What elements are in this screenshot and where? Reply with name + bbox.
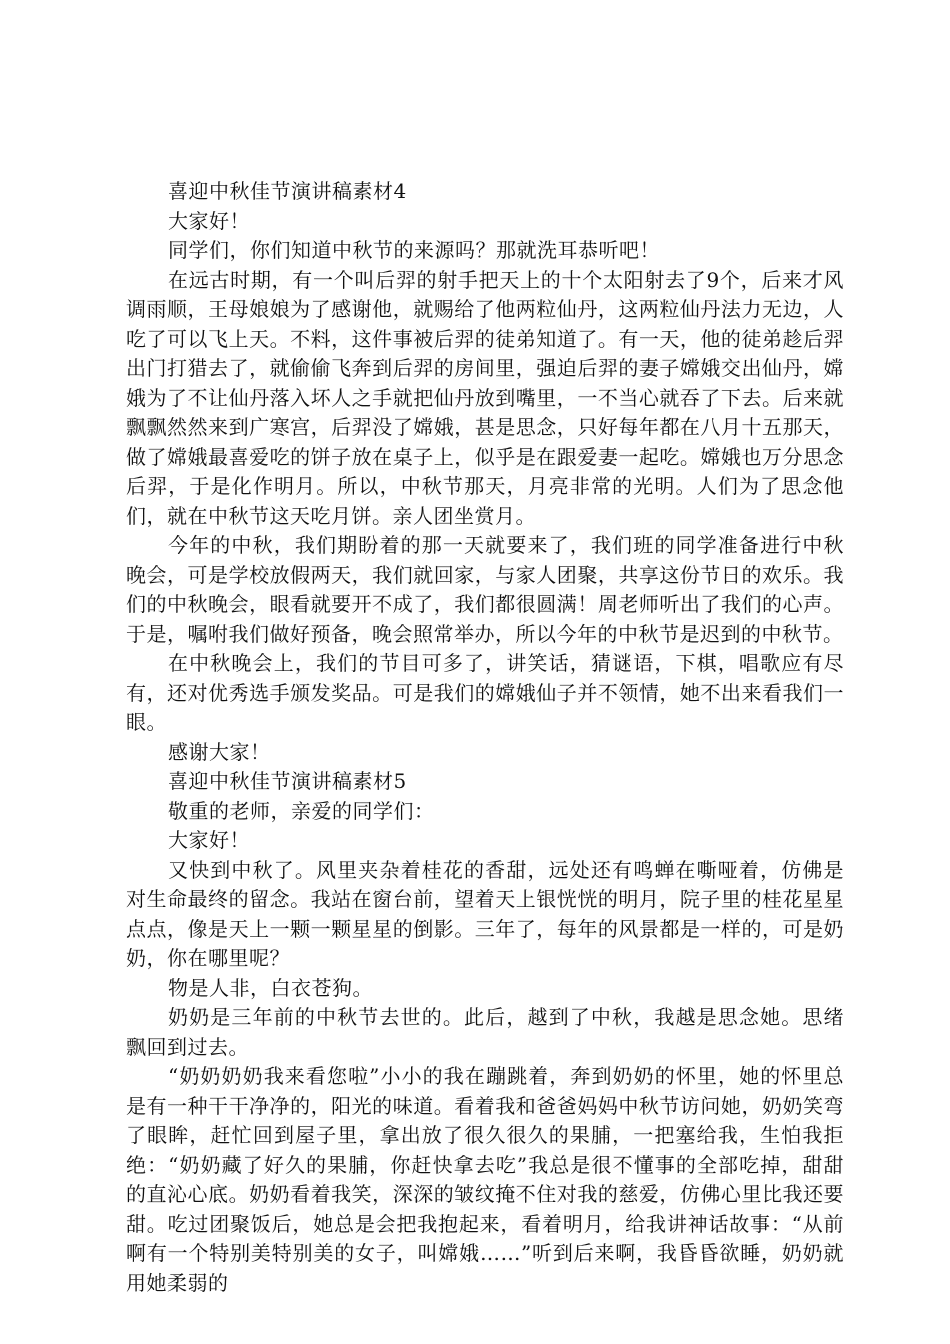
paragraph: “奶奶奶奶我来看您啦”小小的我在蹦跳着，奔到奶奶的怀里，她的怀里总是有一种干干净净的，阳光的味道。看着我和爸爸妈妈中秋节访问她，奶奶笑弯了眼眸，赶忙回到屋子里，拿出放了很久很久的果脯，一把塞给我，生怕我拒绝：“奶奶藏了好久的果脯，你赶快拿去吃”我总是很不懂事的全部吃掉，甜甜的直沁心底。奶奶看着我笑，深深的皱纹掩不住对我的慈爱，仿佛心里比我还要甜。吃过团聚饭后，她总是会把我抱起来，看着明月，给我讲神话故事：“从前啊有一个特别美特别美的女子，叫嫦娥……”听到后来啊，我昏昏欲睡，奶奶就用她柔弱的: [126, 1064, 844, 1295]
document-body: [126, 177, 844, 1298]
paragraph: 奶奶是三年前的中秋节去世的。此后，越到了中秋，我越是思念她。思绪飘回到过去。: [126, 1005, 844, 1059]
paragraph: 在远古时期，有一个叫后羿的射手把天上的十个太阳射去了9个，后来才风调雨顺，王母娘娘为了感谢他，就赐给了他两粒仙丹，这两粒仙丹法力无边，人吃了可以飞上天。不料，这件事被后羿的徒弟知道了。有一天，他的徒弟趁后羿出门打猎去了，就偷偷飞奔到后羿的房间里，强迫后羿的妻子嫦娥交出仙丹，嫦娥为了不让仙丹落入坏人之手就把仙丹放到嘴里，一不当心就吞了下去。后来就飘飘然然来到广寒宫，后羿没了嫦娥，甚是思念，只好每年都在八月十五那天，做了嫦娥最喜爱吃的饼子放在桌子上，似乎是在跟爱妻一起吃。嫦娥也万分思念后羿，于是化作明月。所以，中秋节那天，月亮非常的光明。人们为了思念他们，就在中秋节这天吃月饼。亲人团坐赏月。: [126, 267, 844, 528]
paragraph: 今年的中秋，我们期盼着的那一天就要来了，我们班的同学准备进行中秋晚会，可是学校放假两天，我们就回家，与家人团聚，共享这份节日的欢乐。我们的中秋晚会，眼看就要开不成了，我们都很圆满！周老师听出了我们的心声。于是，嘱咐我们做好预备，晚会照常举办，所以今年的中秋节是迟到的中秋节。: [126, 533, 844, 646]
paragraph: 在中秋晚会上，我们的节目可多了，讲笑话，猜谜语，下棋，唱歌应有尽有，还对优秀选手颁发奖品。可是我们的嫦娥仙子并不领情，她不出来看我们一眼。: [126, 651, 844, 734]
paragraph: 同学们，你们知道中秋节的来源吗？那就洗耳恭听吧！: [168, 238, 660, 262]
paragraph: 物是人非，白衣苍狗。: [168, 975, 373, 1000]
section-title: 喜迎中秋佳节演讲稿素材5: [168, 769, 407, 793]
greeting: 大家好！: [168, 208, 250, 233]
salutation: 敬重的老师，亲爱的同学们：: [168, 798, 435, 823]
section-title: 喜迎中秋佳节演讲稿素材4: [168, 179, 407, 203]
closing: 感谢大家！: [168, 739, 271, 764]
greeting: 大家好！: [168, 828, 250, 852]
paragraph: 又快到中秋了。风里夹杂着桂花的香甜，远处还有鸣蝉在嘶哑着，仿佛是对生命最终的留念。我站在窗台前，望着天上银恍恍的明月，院子里的桂花星星点点，像是天上一颗一颗星星的倒影。三年了，每年的风景都是一样的，可是奶奶，你在哪里呢？: [126, 857, 844, 970]
